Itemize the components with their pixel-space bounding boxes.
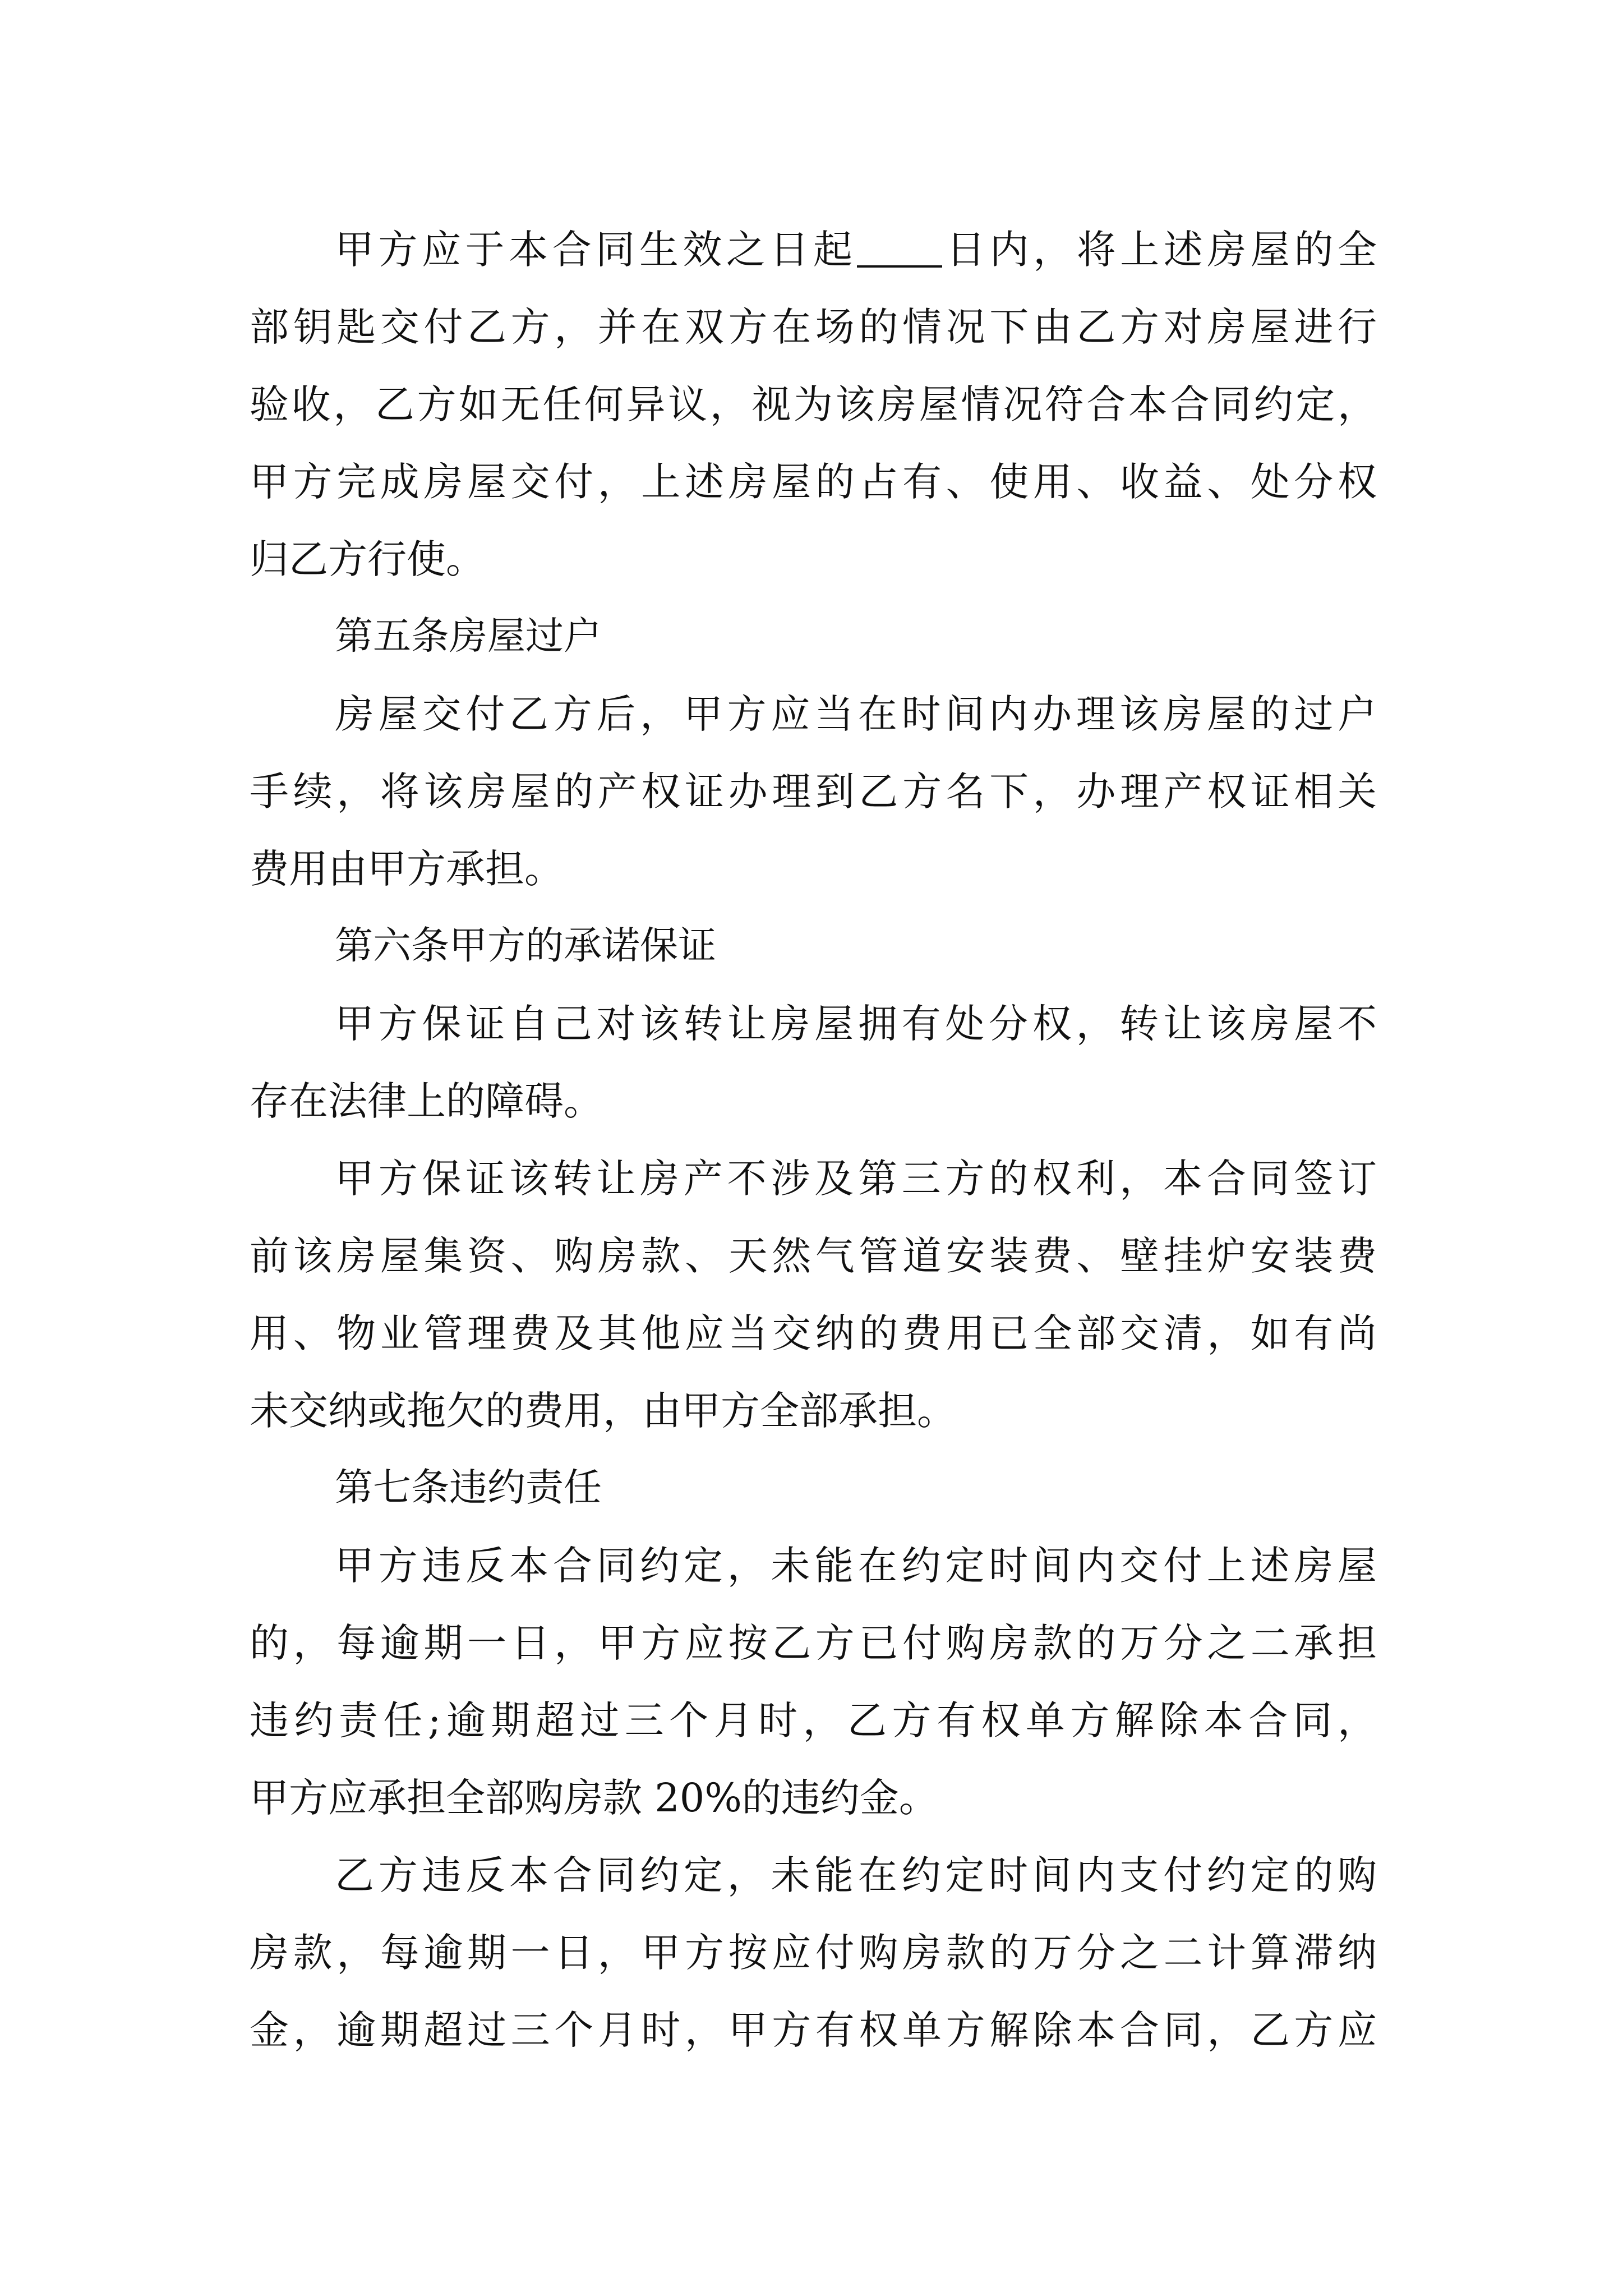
paragraph-line: 前该房屋集资、购房款、天然气管道安装费、壁挂炉安装费 bbox=[250, 1233, 1377, 1279]
paragraph-line: 的，每逾期一日，甲方应按乙方已付购房款的万分之二承担 bbox=[250, 1620, 1377, 1666]
paragraph-line: 未交纳或拖欠的费用，由甲方全部承担。 bbox=[250, 1388, 956, 1434]
line-text-before-blank: 甲方应于本合同生效之日起 bbox=[335, 227, 857, 273]
fill-in-blank bbox=[857, 265, 942, 268]
paragraph-line: 房款，每逾期一日，甲方按应付购房款的万分之二计算滞纳 bbox=[250, 1930, 1377, 1976]
paragraph-line: 用、物业管理费及其他应当交纳的费用已全部交清，如有尚 bbox=[250, 1310, 1377, 1356]
paragraph-line: 归乙方行使。 bbox=[250, 536, 485, 582]
paragraph-line: 验收，乙方如无任何异议，视为该房屋情况符合本合同约定， bbox=[250, 381, 1377, 427]
paragraph-line: 甲方应承担全部购房款 20%的违约金。 bbox=[250, 1775, 938, 1821]
paragraph-line: 违约责任;逾期超过三个月时，乙方有权单方解除本合同， bbox=[250, 1697, 1377, 1743]
paragraph-line: 费用由甲方承担。 bbox=[250, 846, 564, 892]
paragraph-line: 金，逾期超过三个月时，甲方有权单方解除本合同，乙方应 bbox=[250, 2007, 1377, 2053]
paragraph-line: 甲方违反本合同约定，未能在约定时间内交付上述房屋 bbox=[335, 1543, 1377, 1589]
paragraph-line: 乙方违反本合同约定，未能在约定时间内支付约定的购 bbox=[335, 1852, 1377, 1898]
paragraph-line: 部钥匙交付乙方，并在双方在场的情况下由乙方对房屋进行 bbox=[250, 304, 1377, 350]
paragraph-line: 甲方保证自己对该转让房屋拥有处分权，转让该房屋不 bbox=[335, 1001, 1377, 1047]
article-heading: 第六条甲方的承诺保证 bbox=[335, 924, 717, 968]
document-body bbox=[250, 211, 1377, 2069]
article-heading: 第七条违约责任 bbox=[335, 1466, 602, 1510]
line-text-after-blank: 日内，将上述房屋的全 bbox=[942, 227, 1377, 273]
paragraph-line: 房屋交付乙方后，甲方应当在时间内办理该房屋的过户 bbox=[335, 691, 1377, 737]
article-heading: 第五条房屋过户 bbox=[335, 614, 602, 659]
paragraph-line: 存在法律上的障碍。 bbox=[250, 1078, 603, 1124]
paragraph-line bbox=[250, 211, 1377, 288]
paragraph-line: 手续，将该房屋的产权证办理到乙方名下，办理产权证相关 bbox=[250, 769, 1377, 815]
paragraph-line: 甲方完成房屋交付，上述房屋的占有、使用、收益、处分权 bbox=[250, 459, 1377, 505]
paragraph-line: 甲方保证该转让房产不涉及第三方的权利，本合同签订 bbox=[335, 1156, 1377, 1202]
